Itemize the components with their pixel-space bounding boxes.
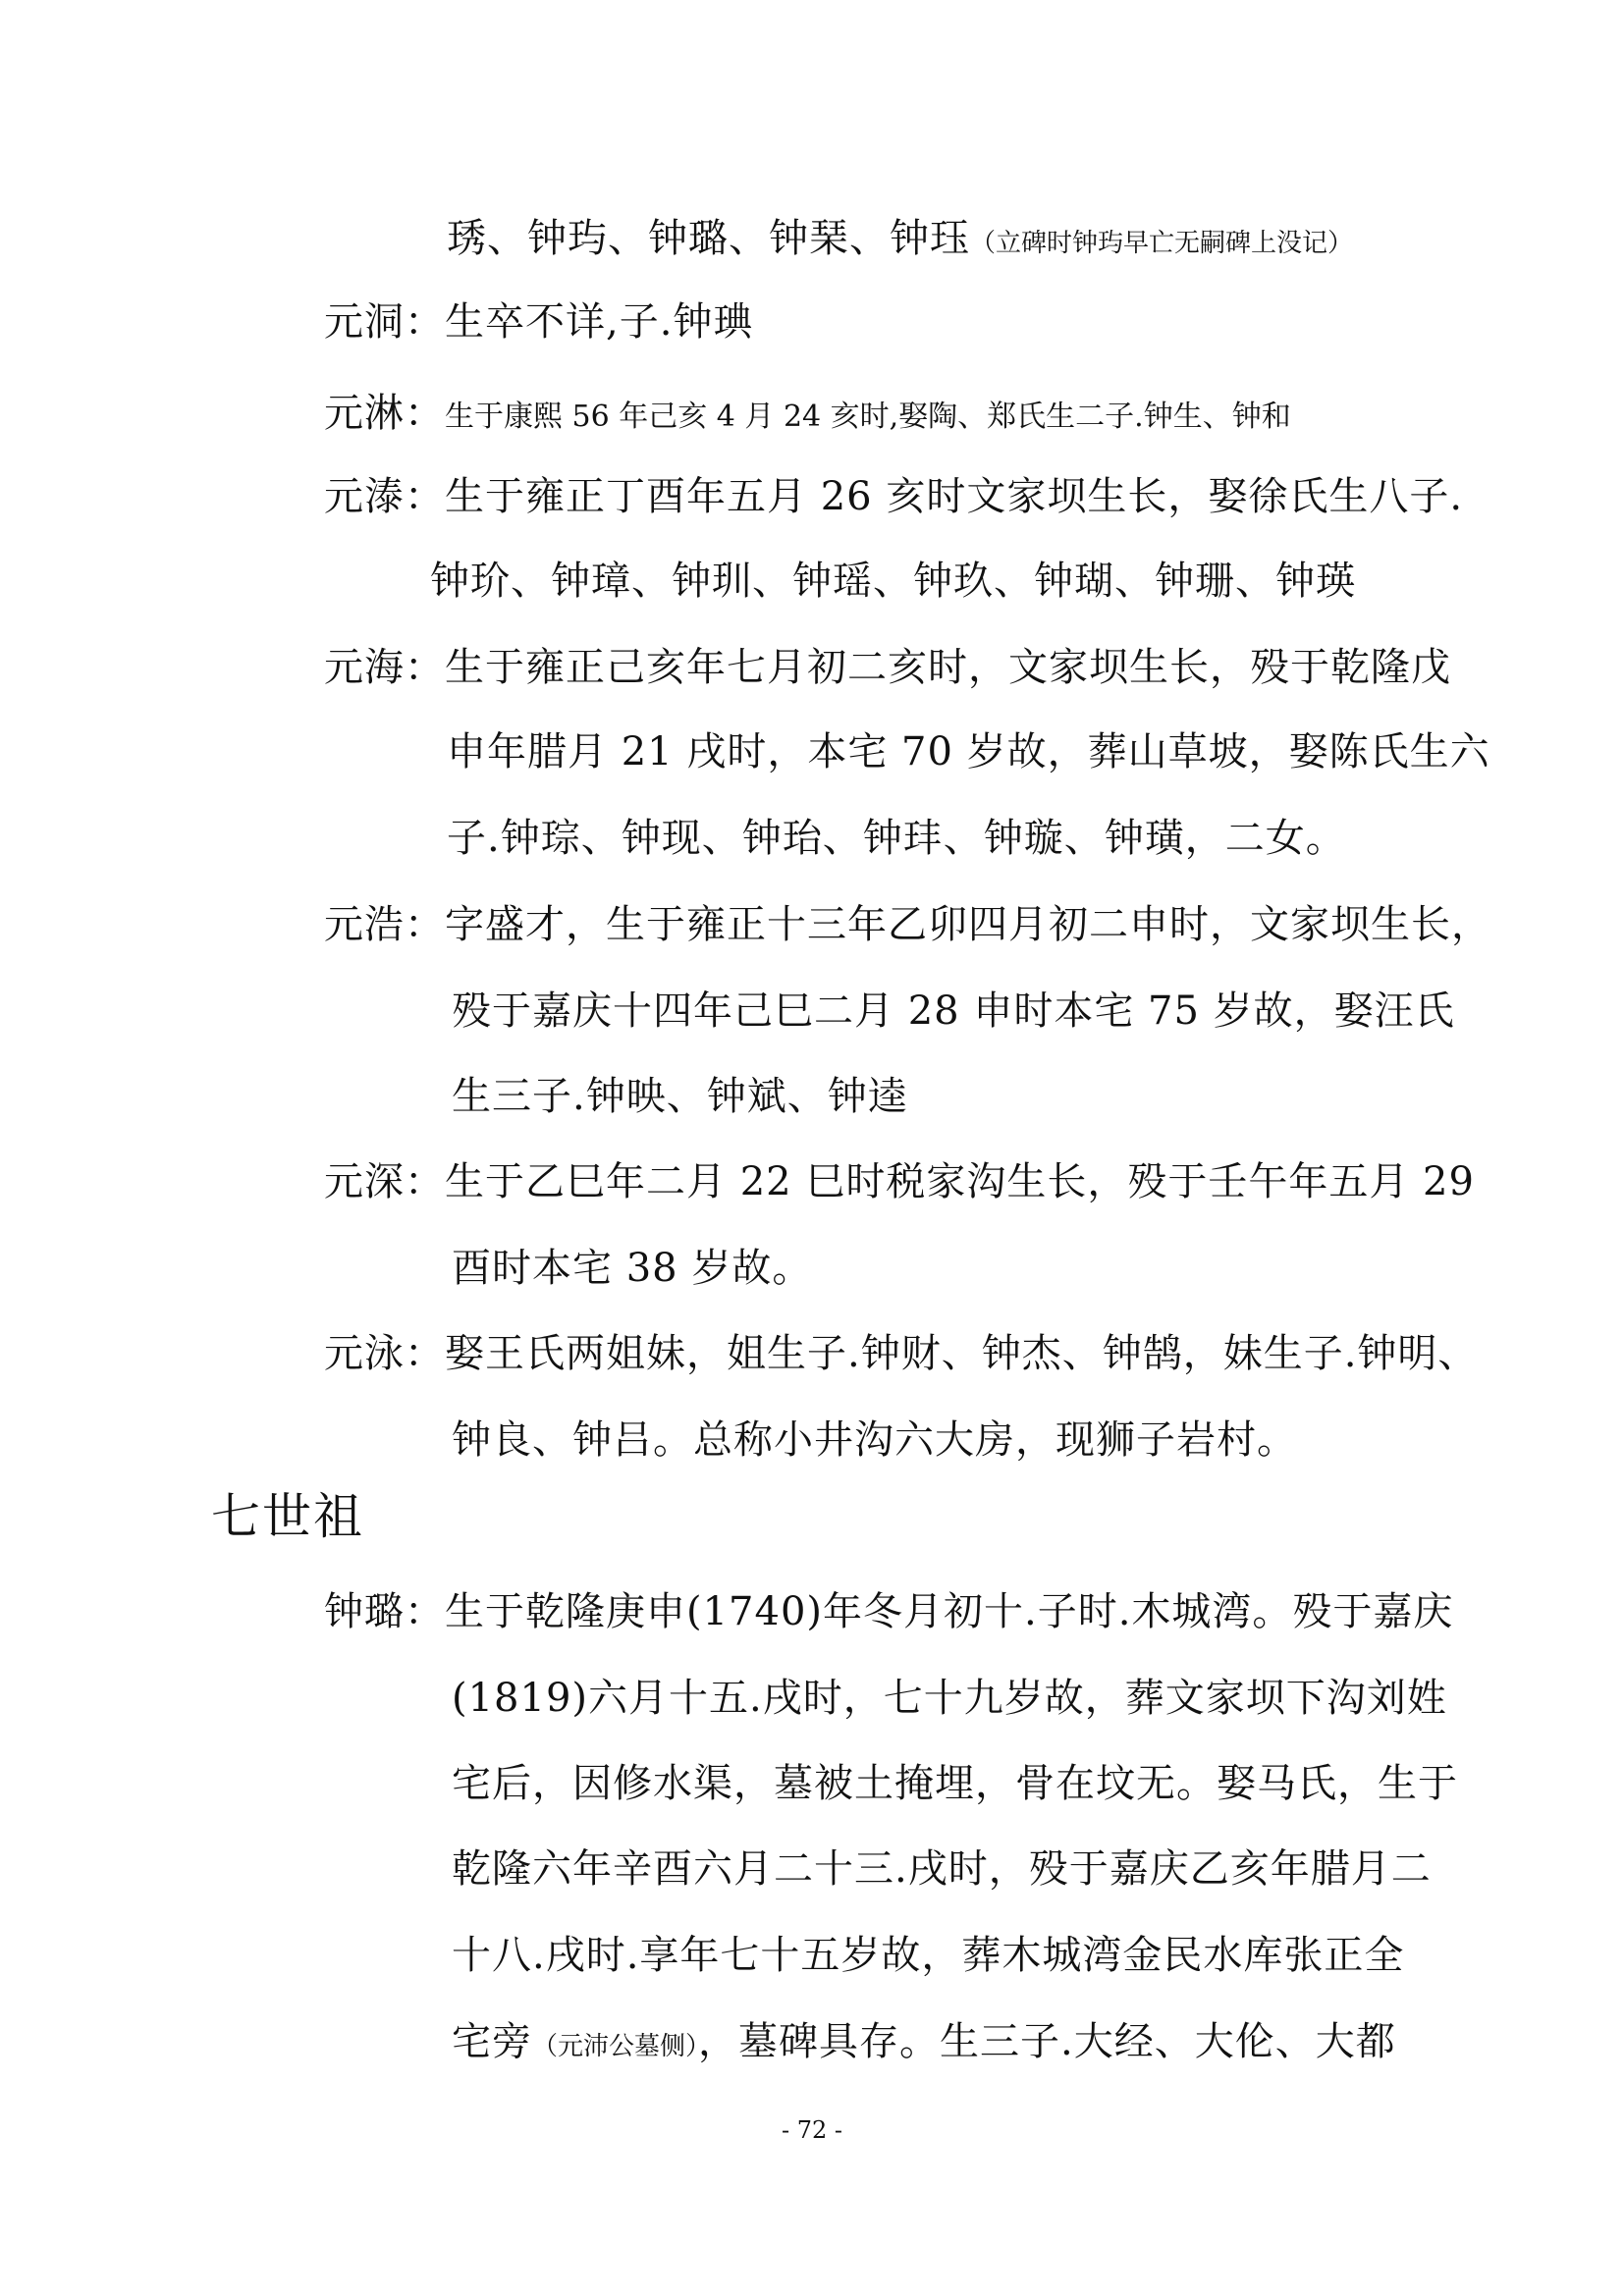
text-line xyxy=(452,1073,908,1120)
text-line xyxy=(452,1416,1297,1464)
text-line xyxy=(324,1330,1478,1377)
text-line xyxy=(452,1932,1404,1979)
inline-note: （立碑时钟玙早亡无嗣碑上没记） xyxy=(970,229,1354,258)
text-line xyxy=(452,1245,812,1292)
line-text: 元泳：娶王氏两姐妹，姐生子.钟财、钟杰、钟鹄，妹生子.钟明、 xyxy=(324,1331,1479,1376)
line-text: 申年腊月 21 戌时，本宅 70 岁故，葬山草坡，娶陈氏生六 xyxy=(447,729,1490,774)
inline-note: （元沛公墓侧） xyxy=(532,2032,699,2061)
text-line xyxy=(447,215,1353,267)
line-text-small: 生于康熙 56 年己亥 4 月 24 亥时,娶陶、郑氏生二子.钟生、钟和 xyxy=(445,400,1291,434)
line-text: 生三子.钟映、钟斌、钟逵 xyxy=(452,1074,908,1119)
line-text: 钟良、钟吕。总称小井沟六大房，现狮子岩村。 xyxy=(452,1417,1297,1463)
line-text: 元溙：生于雍正丁酉年五月 26 亥时文家坝生长，娶徐氏生八子. xyxy=(324,474,1464,519)
line-text: 宅旁 xyxy=(452,2019,532,2064)
text-line xyxy=(324,298,753,346)
text-line xyxy=(447,815,1346,862)
line-text: 钟玠、钟璋、钟玔、钟瑶、钟玖、钟瑚、钟珊、钟瑛 xyxy=(430,559,1356,604)
text-line xyxy=(447,728,1490,775)
line-text: 乾隆六年辛酉六月二十三.戌时，殁于嘉庆乙亥年腊月二 xyxy=(452,1846,1432,1892)
line-text: 酉时本宅 38 岁故。 xyxy=(452,1246,813,1291)
page-number: - 72 - xyxy=(781,2116,842,2144)
line-text: 殁于嘉庆十四年己巳二月 28 申时本宅 75 岁故，娶汪氏 xyxy=(452,988,1455,1034)
line-label: 元淋： xyxy=(324,391,445,436)
line-text: 元深：生于乙巳年二月 22 巳时税家沟生长，殁于壬午年五月 29 xyxy=(324,1159,1475,1204)
text-line xyxy=(324,1588,1453,1635)
line-text: 元洞：生卒不详,子.钟琠 xyxy=(324,299,754,345)
text-line xyxy=(324,1158,1475,1205)
line-text: (1819)六月十五.戌时，七十九岁故，葬文家坝下沟刘姓 xyxy=(452,1676,1447,1721)
text-line xyxy=(452,1675,1447,1722)
text-line xyxy=(452,1845,1432,1893)
line-text: 元浩：字盛才，生于雍正十三年乙卯四月初二申时，文家坝生长， xyxy=(324,902,1491,947)
text-line xyxy=(430,558,1356,605)
text-line xyxy=(452,2018,1396,2070)
text-line xyxy=(452,1760,1458,1807)
text-line xyxy=(324,901,1491,948)
line-text: 十八.戌时.享年七十五岁故，葬木城湾金民水库张正全 xyxy=(452,1933,1405,1978)
line-text: 宅后，因修水渠，墓被土掩埋，骨在坟无。娶马氏，生于 xyxy=(452,1761,1458,1806)
line-text: 钟璐：生于乾隆庚申(1740)年冬月初十.子时.木城湾。殁于嘉庆 xyxy=(324,1589,1454,1634)
line-text: 琇、钟玙、钟璐、钟琹、钟珏 xyxy=(447,216,970,261)
line-text: 元海：生于雍正己亥年七月初二亥时，文家坝生长，殁于乾隆戊 xyxy=(324,645,1451,690)
line-text: 子.钟琮、钟现、钟珆、钟玤、钟璇、钟璜，二女。 xyxy=(447,816,1346,861)
line-text: ，墓碑具存。生三子.大经、大伦、大都 xyxy=(698,2019,1396,2064)
text-line xyxy=(324,390,1291,441)
section-heading: 七世祖 xyxy=(211,1488,364,1545)
text-line xyxy=(324,644,1451,691)
text-line xyxy=(324,473,1463,520)
text-line xyxy=(452,988,1455,1035)
